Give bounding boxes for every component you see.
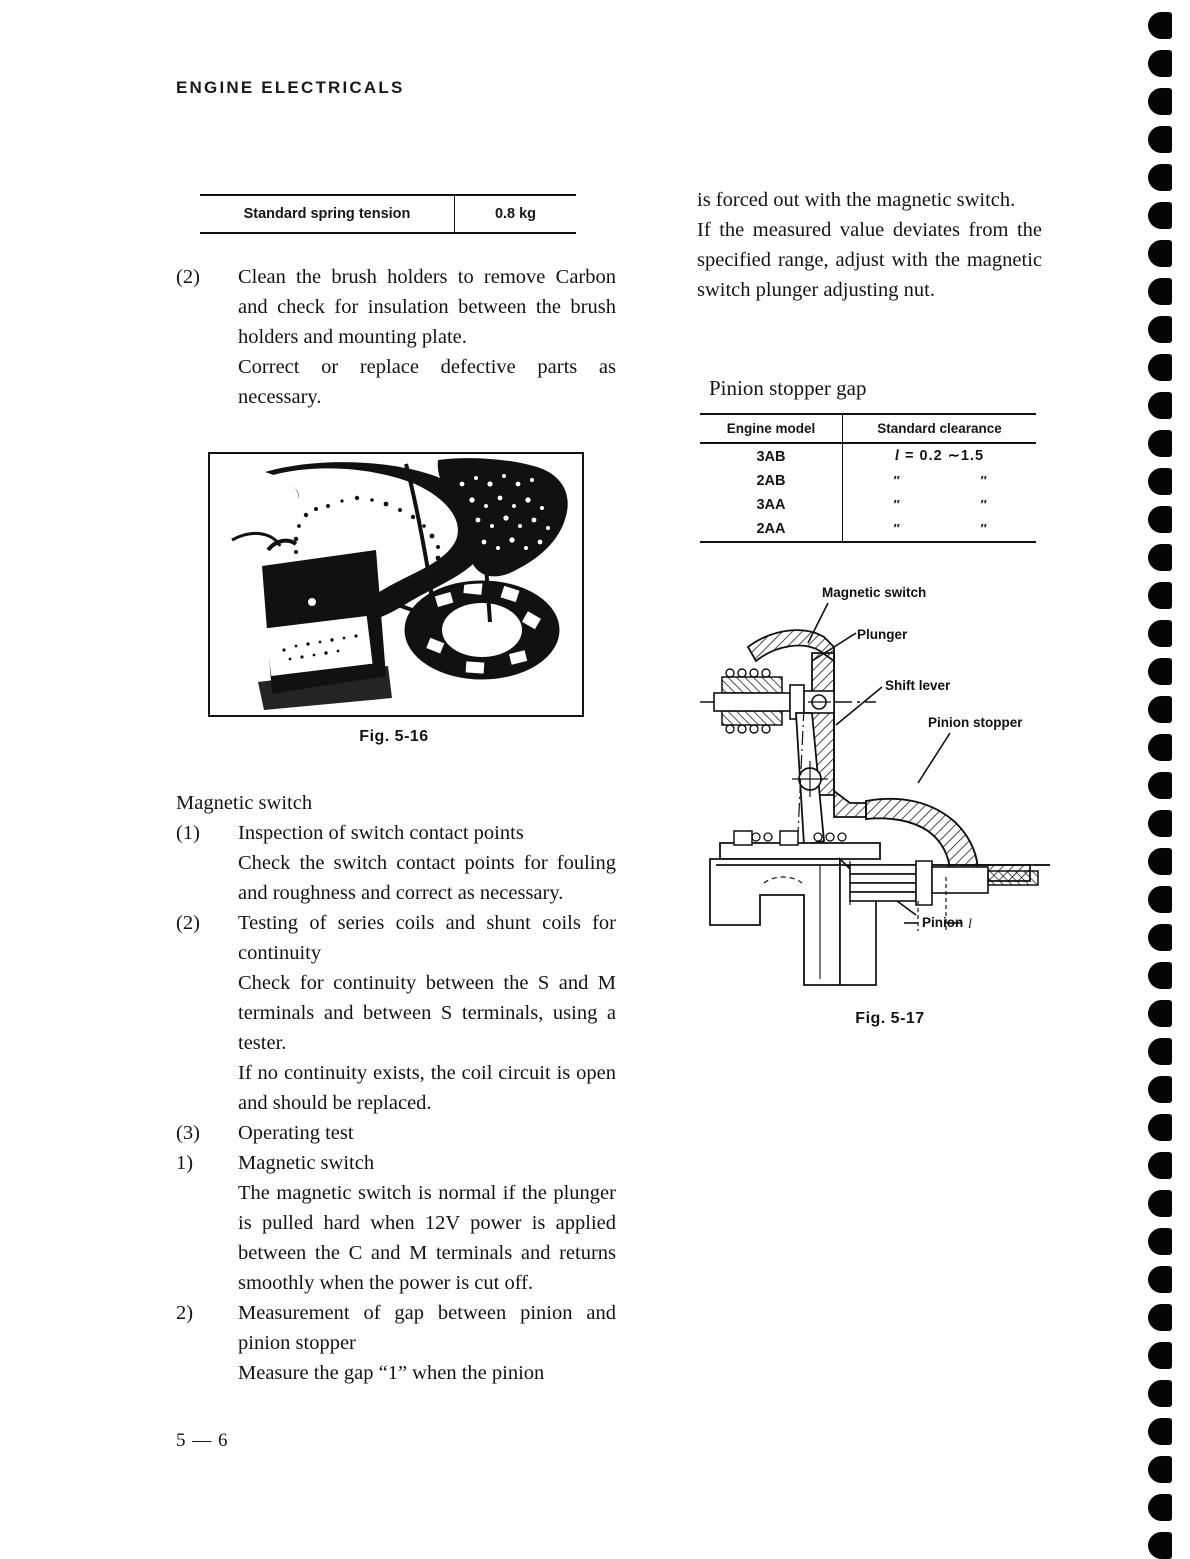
binding-hole [1148, 88, 1172, 115]
sub-item-number: 1) [176, 1152, 194, 1174]
binding-hole [1148, 354, 1172, 381]
paragraph-check-continuity: Check for continuity between the S and M terminals and between S terminals, using a tester. [238, 972, 616, 1054]
binding-hole [1148, 1076, 1172, 1103]
cell-standard-clearance: ″ ″ [892, 497, 987, 512]
cell-engine-model: 2AA [700, 517, 843, 542]
list-item-inspection-contact-points [176, 818, 616, 848]
pinion-stopper-gap-table [700, 413, 1036, 543]
label-plunger: Plunger [857, 627, 908, 642]
binding-hole [1148, 848, 1172, 875]
table-row [700, 517, 1036, 542]
right-column-upper [697, 185, 1042, 305]
binding-hole [1148, 810, 1172, 837]
gap-dimension-symbol: l [968, 917, 972, 932]
list-item-testing-coils [176, 908, 616, 968]
binding-hole [1148, 50, 1172, 77]
binding-hole [1148, 886, 1172, 913]
cell-engine-model: 3AA [700, 493, 843, 517]
label-pinion-stopper: Pinion stopper [928, 715, 1023, 730]
spiral-binding [1130, 0, 1190, 1544]
table-row [700, 469, 1036, 493]
binding-hole [1148, 1342, 1172, 1369]
binding-hole [1148, 1114, 1172, 1141]
list-item-operating-test [176, 1118, 616, 1148]
cell-engine-model: 2AB [700, 469, 843, 493]
binding-hole [1148, 962, 1172, 989]
cell-standard-clearance: l = 0.2 ∼1.5 [894, 448, 985, 464]
binding-hole [1148, 1532, 1172, 1559]
left-column-upper [176, 262, 616, 412]
left-column-lower [176, 788, 616, 1388]
heading-magnetic-switch: Magnetic switch [176, 792, 313, 814]
binding-hole [1148, 506, 1172, 533]
page-title: ENGINE ELECTRICALS [176, 78, 405, 97]
list-item-number: (3) [176, 1122, 200, 1144]
list-item-title: Testing of series coils and shunt coils for continuity [238, 912, 616, 964]
sub-item-title: Magnetic switch [238, 1152, 375, 1174]
list-item-title: Inspection of switch contact points [238, 822, 524, 844]
binding-hole [1148, 772, 1172, 799]
binding-hole [1148, 1494, 1172, 1521]
paragraph-check-contact-points: Check the switch contact points for fouling and roughness and correct as necessary. [238, 852, 616, 904]
binding-hole [1148, 202, 1172, 229]
binding-hole [1148, 1304, 1172, 1331]
binding-hole [1148, 1418, 1172, 1445]
cell-standard-clearance: ″ ″ [843, 517, 1037, 542]
list-item-number: (1) [176, 822, 200, 844]
paragraph-correct-or-replace: Correct or replace defective parts as necessary. [238, 356, 616, 408]
brush-holder-test-photo [210, 454, 578, 711]
paragraph-measure-gap: Measure the gap “1” when the pinion [238, 1362, 545, 1384]
binding-hole [1148, 620, 1172, 647]
binding-hole [1148, 316, 1172, 343]
binding-hole [1148, 1038, 1172, 1065]
binding-hole [1148, 696, 1172, 723]
binding-hole [1148, 392, 1172, 419]
label-pinion: Pinion [922, 915, 964, 930]
binding-hole [1148, 1228, 1172, 1255]
binding-hole [1148, 240, 1172, 267]
label-magnetic-switch: Magnetic switch [822, 585, 927, 600]
binding-hole [1148, 1190, 1172, 1217]
binding-hole [1148, 1152, 1172, 1179]
spring-tension-value: 0.8 kg [455, 195, 577, 233]
binding-hole [1148, 1000, 1172, 1027]
spring-tension-label: Standard spring tension [200, 195, 455, 233]
binding-hole [1148, 430, 1172, 457]
binding-hole [1148, 1380, 1172, 1407]
column-header-standard-clearance: Standard clearance [843, 414, 1037, 443]
binding-hole [1148, 734, 1172, 761]
column-header-engine-model: Engine model [700, 414, 843, 443]
figure-5-16-caption: Fig. 5-16 [359, 728, 429, 745]
binding-hole [1148, 1266, 1172, 1293]
binding-hole [1148, 164, 1172, 191]
binding-hole [1148, 582, 1172, 609]
binding-hole [1148, 1456, 1172, 1483]
binding-hole [1148, 12, 1172, 39]
binding-hole [1148, 126, 1172, 153]
binding-hole [1148, 924, 1172, 951]
cell-standard-clearance: ″ ″ [892, 473, 987, 488]
binding-hole [1148, 658, 1172, 685]
table-row [700, 493, 1036, 517]
list-item-title: Operating test [238, 1122, 354, 1144]
sub-item-title: Measurement of gap between pinion and pinion stopper [238, 1302, 616, 1354]
list-item-number: (2) [176, 912, 200, 934]
sub-item-measure-gap [176, 1298, 616, 1358]
paragraph-measured-value: If the measured value deviates from the specified range, adjust with the magnetic switch plunger adjusting nut. [697, 219, 1042, 301]
table-row [700, 443, 1036, 469]
standard-spring-tension-table [200, 194, 576, 234]
binding-hole [1148, 468, 1172, 495]
pinion-stopper-gap-title: Pinion stopper gap [709, 376, 867, 400]
page-number: 5 — 6 [176, 1430, 229, 1451]
sub-item-magnetic-switch [176, 1148, 616, 1178]
paragraph-forced-out: is forced out with the magnetic switch. [697, 189, 1016, 211]
figure-5-16-photo [208, 452, 584, 717]
paragraph-magnetic-switch-normal: The magnetic switch is normal if the plunger is pulled hard when 12V power is applied between the C and M terminals and returns smoothly when the power is cut off. [238, 1182, 616, 1294]
label-shift-lever: Shift lever [885, 678, 951, 693]
list-item-number: (2) [176, 266, 200, 288]
list-item-clean-brush-holders [176, 262, 616, 352]
binding-hole [1148, 278, 1172, 305]
binding-hole [1148, 544, 1172, 571]
table-header-row [700, 414, 1036, 443]
list-item-text: Clean the brush holders to remove Carbon and check for insulation between the brush holders and mounting plate. [238, 266, 616, 348]
sub-item-number: 2) [176, 1302, 194, 1324]
cell-engine-model: 3AB [700, 443, 843, 469]
paragraph-no-continuity: If no continuity exists, the coil circuit is open and should be replaced. [238, 1062, 616, 1114]
figure-5-17-diagram [700, 565, 1050, 995]
figure-5-17-caption: Fig. 5-17 [855, 1010, 925, 1027]
